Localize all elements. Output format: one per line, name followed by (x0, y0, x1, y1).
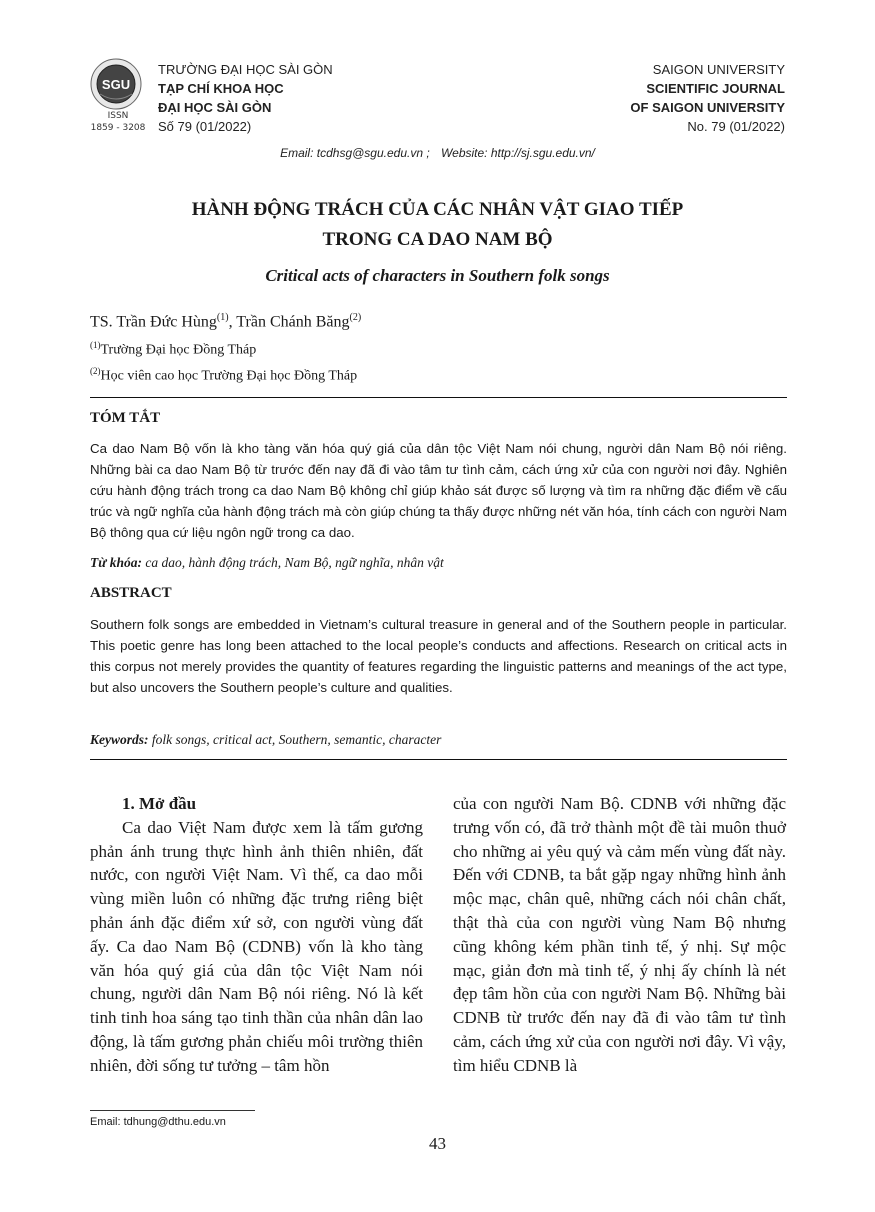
divider-bottom (90, 759, 787, 760)
keywords-en-list: folk songs, critical act, Southern, semantic, character (148, 732, 442, 747)
affiliation-1-marker: (1) (90, 340, 101, 350)
journal-name-vi-2: ĐẠI HỌC SÀI GÒN (158, 100, 272, 115)
keywords-vi-list: ca dao, hành động trách, Nam Bộ, ngữ nghĩa, nhân vật (141, 555, 444, 570)
journal-contact (0, 146, 875, 160)
abstract-body: Southern folk songs are embedded in Vietnam’s cultural treasure in general and of the Southern people in particular. This poetic genre has long been attached to the local people’s conducts and affections. Research on critical acts in this corpus not merely provides the quantity of features regarding the linguistic patterns and meanings of the act type, but also uncovers the Southern people’s culture and qualities. (90, 617, 787, 695)
issn-number: 1859 - 3208 (90, 123, 146, 133)
journal-name-en-2: OF SAIGON UNIVERSITY (630, 100, 785, 115)
affiliation-1-text: Trường Đại học Đồng Tháp (100, 342, 257, 358)
keywords-en (90, 732, 787, 748)
author-1: TS. Trần Đức Hùng (90, 313, 217, 331)
journal-email[interactable]: Email: tcdhsg@sgu.edu.vn ; (280, 146, 430, 160)
author-1-marker: (1) (216, 312, 229, 323)
body-column-left (90, 792, 423, 1078)
title-line-1: HÀNH ĐỘNG TRÁCH CỦA CÁC NHÂN VẬT GIAO TIẾP (191, 199, 684, 220)
article-title (90, 195, 785, 255)
article-title-en: Critical acts of characters in Southern folk songs (265, 266, 610, 285)
keywords-vi-label: Từ khóa: (90, 555, 142, 570)
intro-paragraph-continued: của con người Nam Bộ. CDNB với những đặc trưng vốn có, đã trở thành một đề tài muôn thuở cho những ai yêu quý và cảm mến vùng đất này. Đến với CDNB, ta bắt gặp ngay những hình ảnh mộc mạc, chân quê, những cách nói chân chất, thật thà của con người vùng Nam Bộ nhưng cũng không kém phần tinh tế, ý nhị. Sự mộc mạc, giản đơn mà tinh tế, ý nhị ấy chính là nét đẹp tâm hồn của con người Nam Bộ. Những bài CDNB từ trước đến nay đã đi vào tâm tư tình cảm, cách ứng xử của con người nơi đây. Vì vậy, tìm hiểu CDNB là (453, 794, 786, 1075)
header-left (158, 60, 333, 136)
page-number: 43 (429, 1134, 446, 1153)
summary-body: Ca dao Nam Bộ vốn là kho tàng văn hóa quý giá của dân tộc Việt Nam nói chung, người dân Nam Bộ nói riêng. Những bài ca dao Nam Bộ từ trước đến nay đã đi vào tâm tư tình cảm, cách ứng xử của con người nơi đây. Nghiên cứu hành động trách trong ca dao Nam Bộ không chỉ giúp khảo sát được số lượng và tìm ra những đặc điểm về cấu trúc và ngữ nghĩa của hành động trách mà còn giúp chúng ta thấy được những nét văn hóa, tính cách con người Nam Bộ thông qua cứ liệu ngôn ngữ trong ca dao. (90, 441, 787, 540)
university-en: SAIGON UNIVERSITY (652, 62, 785, 77)
issue-vi: Số 79 (01/2022) (158, 119, 252, 134)
affiliation-1 (90, 340, 256, 359)
title-line-2: TRONG CA DAO NAM BỘ (322, 229, 553, 250)
keywords-en-label: Keywords: (90, 732, 149, 747)
affiliation-2-marker: (2) (90, 366, 101, 376)
issn-label: ISSN (107, 111, 129, 121)
logo-text: SGU (101, 77, 131, 92)
authors (90, 312, 361, 331)
author-email-footnote: Email: tdhung@dthu.edu.vn (90, 1116, 226, 1128)
body-column-right (453, 792, 786, 1078)
intro-paragraph: Ca dao Việt Nam được xem là tấm gương phản ánh trung thực hình ảnh thiên nhiên, đất nước, con người Việt Nam. Vì thế, ca dao mỗi vùng miền luôn có những đặc trưng riêng biệt phản ánh đặc điểm xứ sở, con người vùng đất ấy. Ca dao Nam Bộ (CDNB) vốn là kho tàng văn hóa quý giá của dân tộc Việt Nam nói chung, người dân Nam Bộ nói riêng. Nó là kết tinh tinh hoa sáng tạo tinh thần của nhân dân lao động, là tấm gương phản chiếu môi trường thiên nhiên, đời sống tư tưởng – tâm hồn (90, 817, 423, 1075)
sgu-logo-icon (90, 58, 142, 110)
journal-name-en-1: SCIENTIFIC JOURNAL (646, 81, 785, 96)
journal-name-vi-1: TẠP CHÍ KHOA HỌC (158, 81, 284, 96)
keywords-vi (90, 555, 787, 571)
footnote-divider (90, 1110, 255, 1111)
header-right (630, 60, 785, 136)
divider-top (90, 397, 787, 398)
author-2-marker: (2) (349, 312, 362, 323)
affiliation-2-text: Học viên cao học Trường Đại học Đồng Tháp (100, 368, 358, 384)
issn-block (84, 110, 152, 134)
issue-en: No. 79 (01/2022) (687, 119, 785, 134)
affiliation-2 (90, 366, 357, 385)
section-heading: 1. Mở đầu (122, 794, 197, 813)
author-2: Trần Chánh Băng (236, 313, 350, 331)
journal-website[interactable]: Website: http://sj.sgu.edu.vn/ (441, 146, 595, 160)
author-separator: , (228, 313, 237, 331)
abstract-heading: ABSTRACT (90, 585, 172, 601)
university-vi: TRƯỜNG ĐẠI HỌC SÀI GÒN (158, 62, 333, 77)
summary-heading: TÓM TẮT (90, 410, 161, 426)
